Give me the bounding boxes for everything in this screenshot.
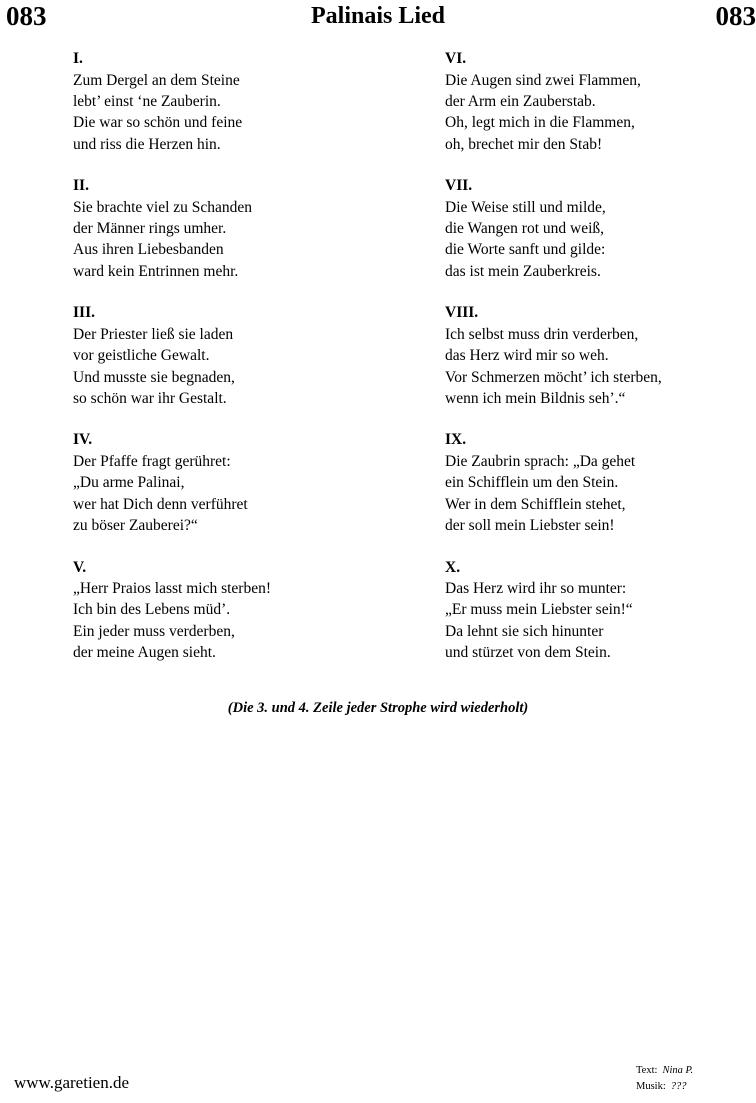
verse-line: Ein jeder muss verderben, — [73, 622, 235, 640]
verse-line: Die war so schön und feine — [73, 114, 243, 132]
credit-value: ??? — [670, 1081, 687, 1092]
footer-credits — [636, 1063, 756, 1095]
verse-number: VIII. — [445, 304, 479, 322]
verse-line: wenn ich mein Bildnis seh’.“ — [445, 389, 626, 407]
page-title: Palinais Lied — [310, 3, 446, 29]
verse-right-2 — [445, 175, 756, 282]
verse-line: ward kein Entrinnen mehr. — [73, 262, 239, 280]
verse-line: der meine Augen sieht. — [73, 644, 216, 662]
verse-line: so schön war ihr Gestalt. — [73, 389, 227, 407]
verse-number: III. — [73, 304, 95, 322]
verse-line: „Herr Praios lasst mich sterben! — [73, 580, 271, 597]
credit-value: Nina P. — [662, 1065, 694, 1076]
lyrics-column-left — [73, 48, 393, 684]
verse-line: zu böser Zauberei?“ — [73, 517, 198, 535]
verse-number: X. — [445, 558, 461, 576]
verse-line: Da lehnt sie sich hinunter — [445, 622, 604, 640]
verse-line: die Worte sanft und gilde: — [445, 241, 606, 259]
verse-line: „Er muss mein Liebster sein!“ — [445, 601, 633, 619]
verse-line: oh, brechet mir den Stab! — [445, 135, 603, 153]
verse-line: Der Priester ließ sie laden — [73, 325, 234, 343]
verse-line: Die Weise still und milde, — [445, 198, 606, 216]
verse-line: das Herz wird mir so weh. — [445, 347, 609, 365]
verse-line: ein Schifflein um den Stein. — [445, 474, 619, 492]
verse-line: Sie brachte viel zu Schanden — [73, 198, 253, 216]
verse-line: der Arm ein Zauberstab. — [445, 92, 596, 110]
credit-label: Text: — [636, 1065, 658, 1076]
verse-line: Der Pfaffe fragt gerühret: — [73, 452, 231, 470]
verse-number: IX. — [445, 431, 467, 449]
credit-row — [636, 1079, 756, 1095]
verse-number: II. — [73, 177, 89, 195]
verse-line: „Du arme Palinai, — [73, 474, 185, 492]
repeat-instruction-note: (Die 3. und 4. Zeile jeder Strophe wird wiederholt) — [227, 700, 529, 716]
verse-line: das ist mein Zauberkreis. — [445, 262, 601, 280]
verse-line: Ich selbst muss drin verderben, — [445, 325, 639, 343]
verse-line: Wer in dem Schifflein stehet, — [445, 495, 626, 513]
verse-line: und stürzet von dem Stein. — [445, 644, 611, 662]
verse-number: V. — [73, 558, 87, 576]
verse-line: Vor Schmerzen möcht’ ich sterben, — [445, 368, 662, 386]
verse-line: Die Augen sind zwei Flammen, — [445, 71, 641, 89]
verse-line: Das Herz wird ihr so munter: — [445, 580, 627, 597]
verse-line: vor geistliche Gewalt. — [73, 347, 210, 365]
verse-line: der soll mein Liebster sein! — [445, 517, 615, 535]
page-header — [0, 0, 756, 32]
verse-number: VI. — [445, 50, 467, 67]
verse-number: I. — [73, 50, 83, 67]
verse-line: Die Zaubrin sprach: „Da gehet — [445, 452, 636, 470]
verse-right-1 — [445, 48, 756, 155]
verse-right-4 — [445, 429, 756, 536]
verse-left-4 — [73, 429, 393, 536]
verse-line: wer hat Dich denn verführet — [73, 495, 248, 513]
verse-line: der Männer rings umher. — [73, 220, 227, 238]
footer-website-url: www.garetien.de — [14, 1073, 130, 1092]
verse-line: und riss die Herzen hin. — [73, 135, 221, 153]
verse-number: IV. — [73, 431, 93, 449]
verse-line: Oh, legt mich in die Flammen, — [445, 114, 635, 132]
verse-left-1 — [73, 48, 393, 155]
verse-line: Und musste sie begnaden, — [73, 368, 235, 386]
verse-left-5 — [73, 557, 393, 664]
verse-number: VII. — [445, 177, 473, 195]
credit-row — [636, 1063, 756, 1079]
verse-right-3 — [445, 302, 756, 409]
verse-left-3 — [73, 302, 393, 409]
verse-right-5 — [445, 557, 756, 664]
verse-line: Zum Dergel an dem Steine — [73, 71, 240, 89]
lyrics-column-right — [445, 48, 756, 684]
verse-line: Ich bin des Lebens müd’. — [73, 601, 231, 619]
credit-label: Musik: — [636, 1081, 666, 1092]
verse-line: lebt’ einst ‘ne Zauberin. — [73, 92, 221, 110]
page-number-left: 083 — [6, 1, 47, 31]
verse-left-2 — [73, 175, 393, 282]
page-number-right: 083 — [715, 1, 756, 31]
verse-line: die Wangen rot und weiß, — [445, 220, 605, 238]
verse-line: Aus ihren Liebesbanden — [73, 241, 224, 259]
